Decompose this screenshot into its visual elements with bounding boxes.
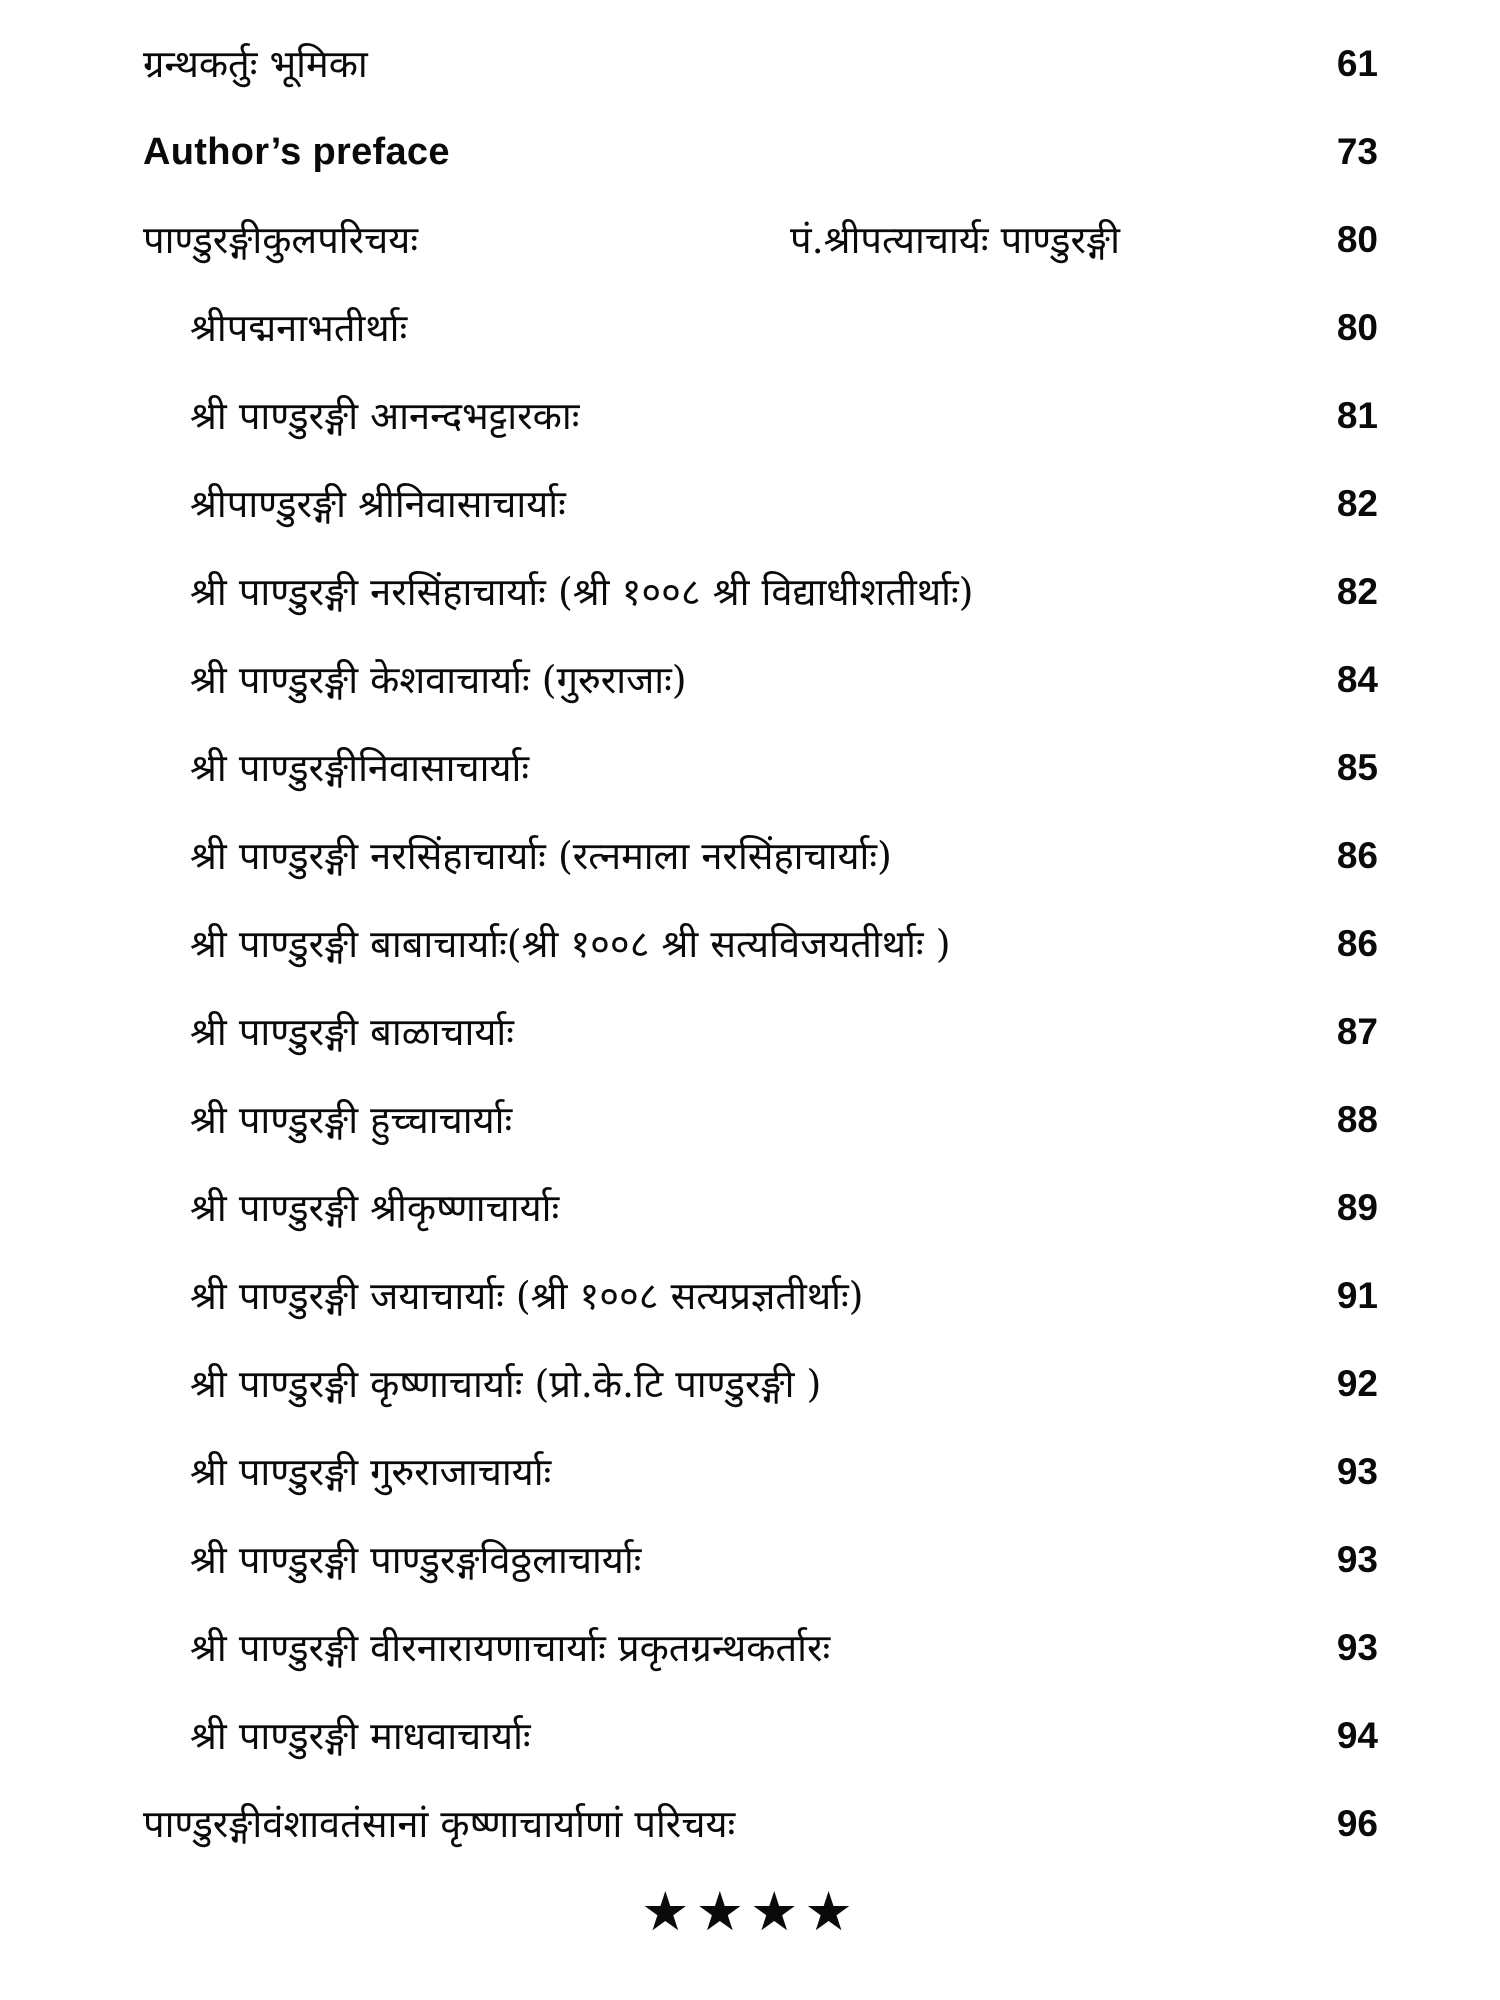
toc-entry-page: 82 <box>1336 571 1378 612</box>
toc-entry-title: श्री पाण्डुरङ्गी नरसिंहाचार्याः (श्री १००८ श्री विद्याधीशतीर्थाः) <box>190 570 974 614</box>
toc-entry-page: 96 <box>1336 1803 1378 1844</box>
toc-entry-title: ग्रन्थकर्तुः भूमिका <box>143 42 368 86</box>
toc-entry-page: 84 <box>1336 659 1378 700</box>
toc-entry <box>0 550 1500 638</box>
toc-entry-title: श्री पाण्डुरङ्गी श्रीकृष्णाचार्याः <box>190 1186 560 1230</box>
toc-entry-title: श्रीपाण्डुरङ्गी श्रीनिवासाचार्याः <box>190 482 566 526</box>
toc-entry-title: श्री पाण्डुरङ्गी कृष्णाचार्याः (प्रो.के.टि पाण्डुरङ्गी ) <box>190 1362 822 1406</box>
toc-entry-title: श्री पाण्डुरङ्गी नरसिंहाचार्याः (रत्नमाला नरसिंहाचार्याः) <box>190 834 892 878</box>
toc-entry <box>0 374 1500 462</box>
toc-entry <box>0 198 1500 286</box>
toc-entry <box>0 638 1500 726</box>
toc-entry-page: 92 <box>1336 1363 1378 1404</box>
toc-entry-author: पं.श्रीपत्याचार्यः पाण्डुरङ्गी <box>790 218 1120 262</box>
toc-entry-page: 80 <box>1336 307 1378 348</box>
toc-entry-title: पाण्डुरङ्गीकुलपरिचयः <box>143 218 419 262</box>
toc-entry-title: Author’s preface <box>143 131 450 173</box>
toc-entry-page: 85 <box>1336 747 1378 788</box>
toc-entry <box>0 286 1500 374</box>
toc-entry-page: 86 <box>1336 923 1378 964</box>
toc-entry-title: श्री पाण्डुरङ्गी बाळाचार्याः <box>190 1010 514 1054</box>
toc-entry-title: श्री पाण्डुरङ्गी वीरनारायणाचार्याः प्रकृतग्रन्थकर्तारः <box>190 1626 831 1670</box>
toc-entry-title: श्री पाण्डुरङ्गी जयाचार्याः (श्री १००८ सत्यप्रज्ञतीर्थाः) <box>190 1274 864 1318</box>
toc-entry-title: श्रीपद्मनाभतीर्थाः <box>190 306 408 350</box>
toc-entry-page: 73 <box>1336 131 1378 172</box>
toc-entry-title: श्री पाण्डुरङ्गी गुरुराजाचार्याः <box>190 1450 552 1494</box>
toc-entry-title: श्री पाण्डुरङ्गी आनन्दभट्टारकाः <box>190 394 580 438</box>
toc-entry-title: श्री पाण्डुरङ्गी पाण्डुरङ्गविठ्ठलाचार्याः <box>190 1538 642 1582</box>
toc-entry-page: 61 <box>1336 43 1378 84</box>
toc-entry <box>0 110 1500 198</box>
toc-entry <box>0 1430 1500 1518</box>
toc-entry <box>0 1694 1500 1782</box>
table-of-contents <box>0 22 1500 1870</box>
toc-entry <box>0 1078 1500 1166</box>
toc-entry-page: 86 <box>1336 835 1378 876</box>
toc-entry <box>0 814 1500 902</box>
toc-entry <box>0 1782 1500 1870</box>
toc-entry-page: 93 <box>1336 1451 1378 1492</box>
toc-entry <box>0 462 1500 550</box>
toc-entry-title: श्री पाण्डुरङ्गी हुच्चाचार्याः <box>190 1098 513 1142</box>
toc-entry <box>0 902 1500 990</box>
toc-entry-title: श्री पाण्डुरङ्गी केशवाचार्याः (गुरुराजाः) <box>190 658 687 702</box>
toc-entry <box>0 726 1500 814</box>
toc-entry-title: श्री पाण्डुरङ्गी बाबाचार्याः(श्री १००८ श्री सत्यविजयतीर्थाः ) <box>190 922 951 966</box>
toc-entry-page: 89 <box>1336 1187 1378 1228</box>
toc-entry-title: श्री पाण्डुरङ्गी माधवाचार्याः <box>190 1714 531 1758</box>
toc-entry <box>0 1606 1500 1694</box>
toc-entry-page: 88 <box>1336 1099 1378 1140</box>
toc-entry-page: 91 <box>1336 1275 1378 1316</box>
toc-entry-title: श्री पाण्डुरङ्गीनिवासाचार्याः <box>190 746 530 790</box>
toc-entry-page: 82 <box>1336 483 1378 524</box>
star-ornament: ★★★★ <box>641 1880 859 1943</box>
toc-entry-page: 93 <box>1336 1539 1378 1580</box>
toc-entry-page: 93 <box>1336 1627 1378 1668</box>
toc-entry-page: 87 <box>1336 1011 1378 1052</box>
toc-entry <box>0 1342 1500 1430</box>
toc-entry <box>0 1518 1500 1606</box>
toc-entry-title: पाण्डुरङ्गीवंशावतंसानां कृष्णाचार्याणां परिचयः <box>143 1802 736 1846</box>
toc-entry-page: 94 <box>1336 1715 1378 1756</box>
toc-entry-page: 81 <box>1336 395 1378 436</box>
toc-entry <box>0 1254 1500 1342</box>
toc-entry <box>0 22 1500 110</box>
toc-entry <box>0 1166 1500 1254</box>
toc-entry <box>0 990 1500 1078</box>
toc-entry-page: 80 <box>1336 219 1378 260</box>
